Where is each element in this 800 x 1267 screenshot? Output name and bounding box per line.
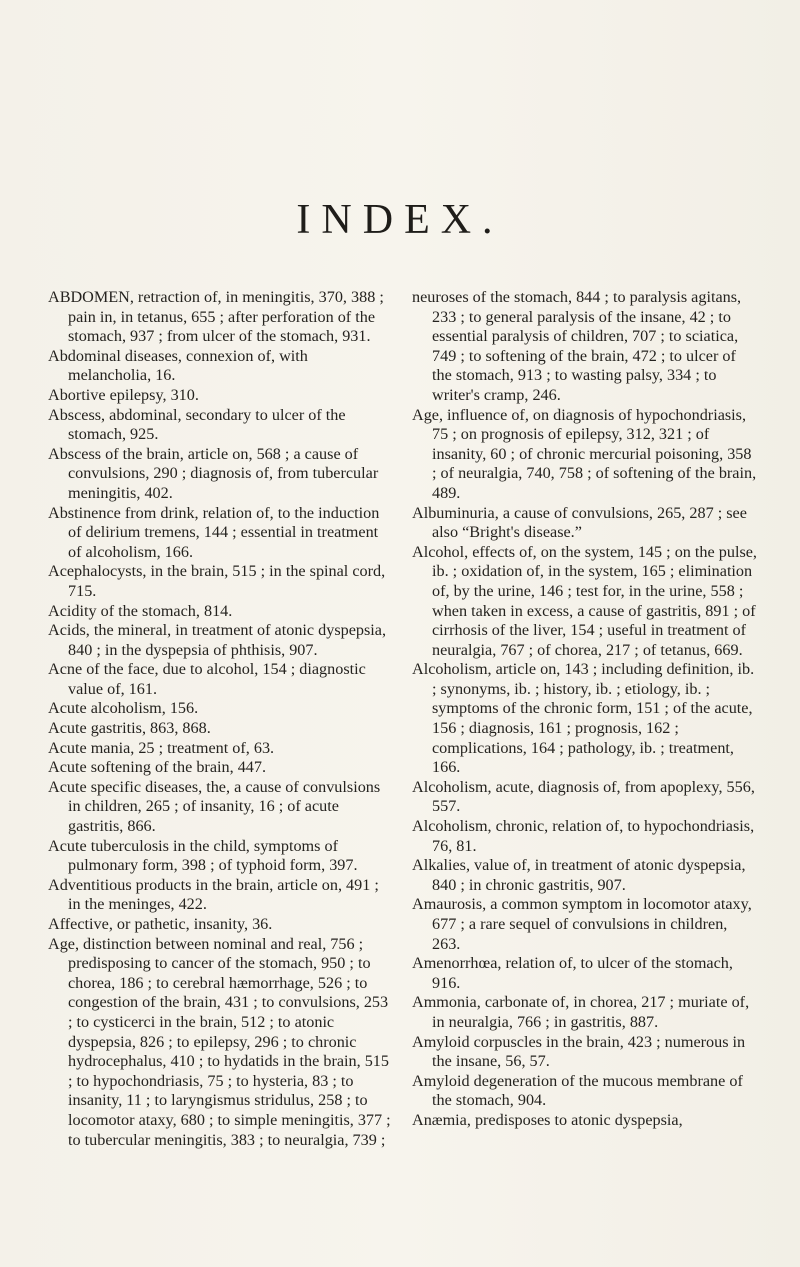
- index-entry: Amenorrhœa, relation of, to ulcer of the stomach, 916.: [412, 954, 733, 992]
- index-entry: Alcohol, effects of, on the system, 145 ; on the pulse, ib. ; oxidation of, in the system, 165 ; elimination of, by the urine, 146 ; test for, in the urine, 558 ; when taken in excess, a cause of gastritis, 891 ; of cirrhosis of the liver, 154 ; useful in treatment of neuralgia, 767 ; of chorea, 217 ; of tetanus, 669.: [412, 542, 757, 659]
- index-entry: Acute softening of the brain, 447.: [48, 758, 267, 777]
- index-entry: Abscess, abdominal, secondary to ulcer of the stomach, 925.: [48, 405, 346, 444]
- index-entry: Amyloid corpuscles in the brain, 423 ; numerous in the insane, 56, 57.: [412, 1032, 746, 1071]
- index-entry: Acne of the face, due to alcohol, 154 ; diagnostic value of, 161.: [48, 660, 366, 698]
- index-entry: neuroses of the stomach, 844 ; to paralysis agitans, 233 ; to general paralysis of the insane, 42 ; to essential paralysis of children, 707 ; to sciatica, 749 ; to softening of the brain, 472 ; to ulcer of the stomach, 913 ; to wasting palsy, 334 ; to writer's cramp, 246.: [412, 288, 742, 404]
- index-entry: Acute tuberculosis in the child, symptoms of pulmonary form, 398 ; of typhoid form, 397.: [48, 836, 358, 875]
- index-entry: Acids, the mineral, in treatment of atonic dyspepsia, 840 ; in the dyspepsia of phthisis, 907.: [48, 621, 387, 659]
- index-entry: Acephalocysts, in the brain, 515 ; in the spinal cord, 715.: [48, 562, 386, 600]
- index-entry: Alkalies, value of, in treatment of atonic dyspepsia, 840 ; in chronic gastritis, 907.: [412, 856, 746, 894]
- index-entry: ABDOMEN, retraction of, in meningitis, 370, 388 ; pain in, in tetanus, 655 ; after perforation of the stomach, 937 ; from ulcer of the stomach, 931.: [48, 288, 384, 346]
- index-entry: Adventitious products in the brain, article on, 491 ; in the meninges, 422.: [48, 875, 379, 914]
- index-entry: Albuminuria, a cause of convulsions, 265, 287 ; see also “Bright's disease.”: [412, 503, 747, 542]
- index-entry: Amyloid degeneration of the mucous membrane of the stomach, 904.: [412, 1071, 743, 1110]
- index-entry: Abortive epilepsy, 310.: [48, 385, 199, 404]
- index-column-right: [412, 288, 757, 1131]
- index-entry: Alcoholism, acute, diagnosis of, from apoplexy, 556, 557.: [412, 777, 755, 816]
- index-entry: Age, influence of, on diagnosis of hypochondriasis, 75 ; on prognosis of epilepsy, 312, 321 ; of insanity, 60 ; of chronic mercurial poisoning, 358 ; of neuralgia, 740, 758 ; of softening of the brain, 489.: [412, 405, 757, 502]
- index-entry: Amaurosis, a common symptom in locomotor ataxy, 677 ; a rare sequel of convulsions in children, 263.: [412, 895, 752, 953]
- index-entry: Acute alcoholism, 156.: [48, 699, 199, 718]
- index-entry: Alcoholism, article on, 143 ; including definition, ib. ; synonyms, ib. ; history, ib. ; etiology, ib. ; symptoms of the chronic form, 151 ; of the acute, 156 ; diagnosis, 161 ; prognosis, 162 ; complications, 164 ; pathology, ib. ; treatment, 166.: [412, 660, 755, 777]
- index-entry: Acidity of the stomach, 814.: [48, 601, 233, 620]
- index-entry: Abstinence from drink, relation of, to the induction of delirium tremens, 144 ; essential in treatment of alcoholism, 166.: [48, 503, 380, 561]
- index-entry: Affective, or pathetic, insanity, 36.: [48, 915, 273, 933]
- page-heading: INDEX.: [296, 197, 504, 243]
- index-entry: Alcoholism, chronic, relation of, to hypochondriasis, 76, 81.: [412, 817, 755, 855]
- index-entry: Acute specific diseases, the, a cause of convulsions in children, 265 ; of insanity, 16 ; of acute gastritis, 866.: [48, 777, 381, 836]
- index-entry: Age, distinction between nominal and real, 756 ; predisposing to cancer of the stomach, 950 ; to chorea, 186 ; to cerebral hæmorrhage, 526 ; to congestion of the brain, 431 ; to convulsions, 253 ; to cysticerci in the brain, 512 ; to atonic dyspepsia, 826 ; to epilepsy, 296 ; to chronic hydrocephalus, 410 ; to hydatids in the brain, 515 ; to hypochondriasis, 75 ; to hysteria, 83 ; to insanity, 11 ; to laryngismus stridulus, 258 ; to locomotor ataxy, 680 ; to simple meningitis, 377 ; to tubercular meningitis, 383 ; to neuralgia, 739 ;: [48, 934, 391, 1149]
- index-entry: Abdominal diseases, connexion of, with melancholia, 16.: [48, 346, 308, 385]
- index-entry: Ammonia, carbonate of, in chorea, 217 ; muriate of, in neuralgia, 766 ; in gastritis, 887.: [412, 993, 750, 1031]
- index-column-left: [48, 288, 393, 1150]
- index-entry: Anæmia, predisposes to atonic dyspepsia,: [412, 1110, 683, 1129]
- index-entry: Acute gastritis, 863, 868.: [48, 719, 211, 738]
- index-entry: Abscess of the brain, article on, 568 ; a cause of convulsions, 290 ; diagnosis of, from tubercular meningitis, 402.: [48, 444, 379, 502]
- index-entry: Acute mania, 25 ; treatment of, 63.: [48, 738, 275, 757]
